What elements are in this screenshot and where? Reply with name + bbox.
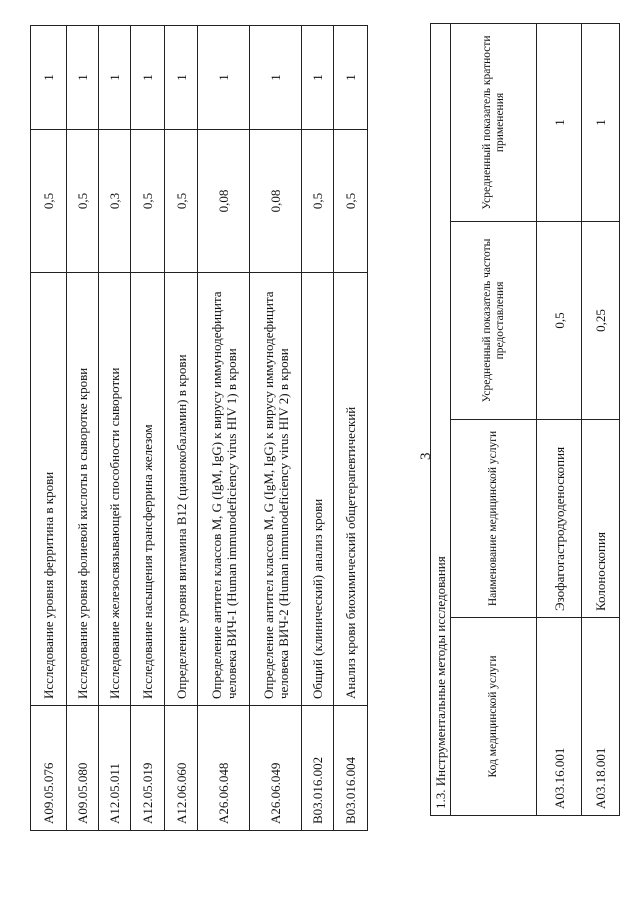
service-code: A03.18.001 (582, 618, 620, 816)
table-row (131, 26, 165, 831)
service-code: A12.05.019 (131, 706, 165, 831)
multiplicity-value: 1 (131, 26, 165, 130)
service-name: Анализ крови биохимический общетерапевтический (334, 273, 368, 706)
table-row (165, 26, 198, 831)
page-number: 3 (418, 452, 434, 460)
header-name: Наименование медицинской услуги (451, 420, 537, 618)
frequency-value: 0,5 (302, 130, 334, 273)
service-name: Определение антител классов M, G (IgM, IgG) к вирусу иммунодефицита человека ВИЧ-2 (Human immunodeficiency virus HIV 2) в крови (250, 273, 302, 706)
multiplicity-value: 1 (99, 26, 131, 130)
header-code: Код медицинской услуги (451, 618, 537, 816)
table-row (582, 24, 620, 816)
service-code: A12.06.060 (165, 706, 198, 831)
table-row (198, 26, 250, 831)
frequency-value: 0,5 (67, 130, 99, 273)
service-name: Исследование железосвязывающей способности сыворотки (99, 273, 131, 706)
multiplicity-value: 1 (334, 26, 368, 130)
table-row (67, 26, 99, 831)
service-code: B03.016.004 (334, 706, 368, 831)
frequency-value: 0,5 (165, 130, 198, 273)
section-caption-row (431, 24, 451, 816)
frequency-value: 0,3 (99, 130, 131, 273)
header-frequency: Усредненный показатель частоты предоставления (451, 222, 537, 420)
service-code: A09.05.080 (67, 706, 99, 831)
frequency-value: 0,5 (537, 222, 582, 420)
multiplicity-value: 1 (165, 26, 198, 130)
table-row (31, 26, 67, 831)
multiplicity-value: 1 (67, 26, 99, 130)
table-row (334, 26, 368, 831)
header-row (451, 24, 537, 816)
frequency-value: 0,5 (131, 130, 165, 273)
service-name: Общий (клинический) анализ крови (302, 273, 334, 706)
service-code: A26.06.049 (250, 706, 302, 831)
service-name: Исследование насыщения трансферрина железом (131, 273, 165, 706)
service-name: Определение уровня витамина B12 (цианокобаламин) в крови (165, 273, 198, 706)
multiplicity-value: 1 (198, 26, 250, 130)
multiplicity-value: 1 (582, 24, 620, 222)
service-code: A26.06.048 (198, 706, 250, 831)
header-multiplicity: Усредненный показатель кратности применения (451, 24, 537, 222)
service-name: Исследование уровня фолиевой кислоты в сыворотке крови (67, 273, 99, 706)
service-code: A09.05.076 (31, 706, 67, 831)
multiplicity-value: 1 (31, 26, 67, 130)
table-row (250, 26, 302, 831)
lab-services-table (30, 25, 368, 831)
multiplicity-value: 1 (302, 26, 334, 130)
service-code: A12.05.011 (99, 706, 131, 831)
service-name: Колоноскопия (582, 420, 620, 618)
frequency-value: 0,25 (582, 222, 620, 420)
multiplicity-value: 1 (537, 24, 582, 222)
frequency-value: 0,08 (250, 130, 302, 273)
section-caption: 1.3. Инструментальные методы исследования (431, 24, 451, 816)
table-row (537, 24, 582, 816)
service-name: Определение антител классов M, G (IgM, IgG) к вирусу иммунодефицита человека ВИЧ-1 (Human immunodeficiency virus HIV 1) в крови (198, 273, 250, 706)
frequency-value: 0,08 (198, 130, 250, 273)
service-name: Эзофагогастродуоденоскопия (537, 420, 582, 618)
frequency-value: 0,5 (334, 130, 368, 273)
service-code: B03.016.002 (302, 706, 334, 831)
service-name: Исследование уровня ферритина в крови (31, 273, 67, 706)
frequency-value: 0,5 (31, 130, 67, 273)
service-code: A03.16.001 (537, 618, 582, 816)
table-row (302, 26, 334, 831)
instrumental-methods-table (430, 23, 620, 816)
multiplicity-value: 1 (250, 26, 302, 130)
table-row (99, 26, 131, 831)
